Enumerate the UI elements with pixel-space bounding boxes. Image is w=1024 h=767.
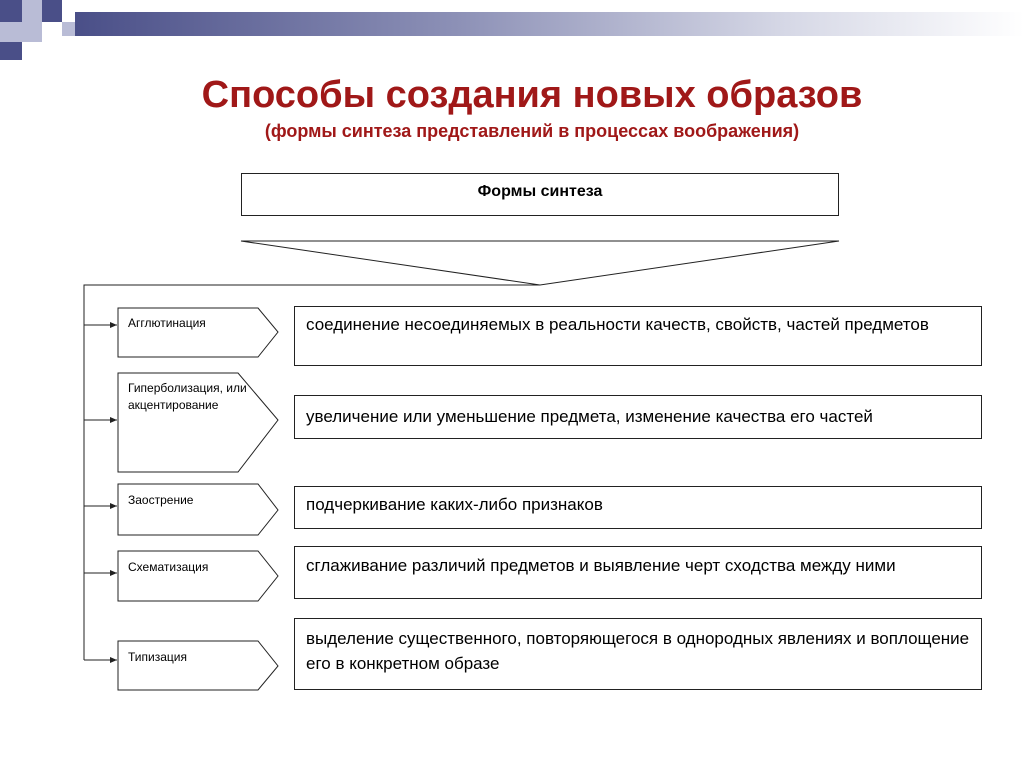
method-label: Гиперболизация, или акцентирование bbox=[128, 381, 247, 412]
description-box bbox=[294, 395, 982, 439]
description-box bbox=[294, 618, 982, 690]
description-box bbox=[294, 546, 982, 599]
description-text: выделение существенного, повторяющегося в однородных явлениях и воплощение его в конкретном образе bbox=[306, 629, 970, 673]
root-label: Формы синтеза bbox=[477, 183, 603, 200]
method-label: Типизация bbox=[128, 650, 187, 664]
description-box bbox=[294, 486, 982, 529]
description-text: увеличение или уменьшение предмета, изменение качества его частей bbox=[306, 407, 873, 426]
slide-title: Способы создания новых образов bbox=[201, 74, 863, 116]
method-label: Заострение bbox=[128, 493, 194, 507]
description-text: соединение несоединяемых в реальности качеств, свойств, частей предметов bbox=[306, 315, 929, 334]
description-text: подчеркивание каких-либо признаков bbox=[306, 495, 603, 514]
slide-subtitle: (формы синтеза представлений в процессах воображения) bbox=[264, 121, 800, 141]
description-box bbox=[294, 306, 982, 366]
funnel-triangle bbox=[241, 241, 839, 285]
description-text: сглаживание различий предметов и выявление черт сходства между ними bbox=[306, 556, 896, 575]
method-label: Агглютинация bbox=[128, 316, 206, 330]
method-label: Схематизация bbox=[128, 560, 209, 574]
